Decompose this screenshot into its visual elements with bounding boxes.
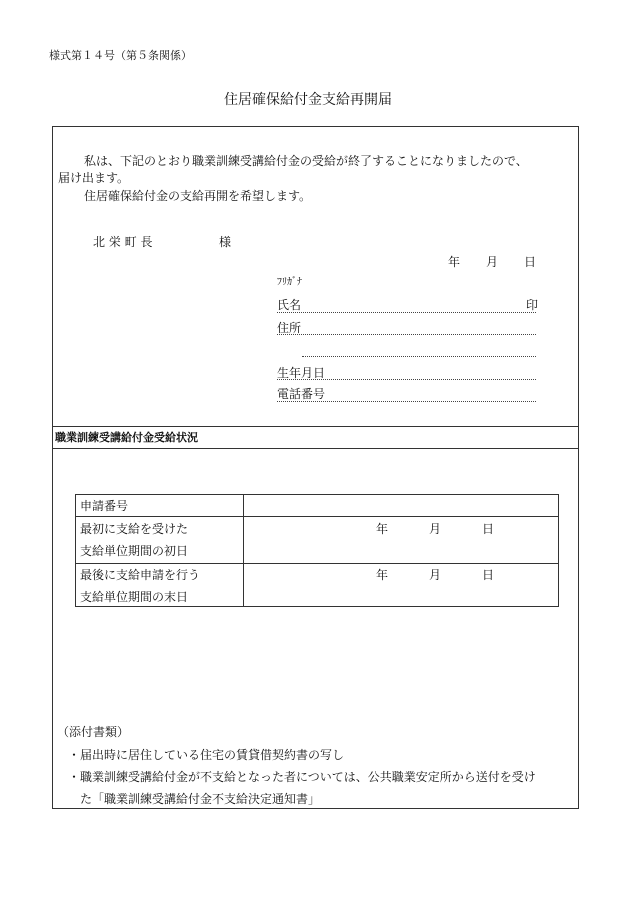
attachment-item-1: ・届出時に居住している住宅の賃貸借契約書の写し <box>68 748 345 762</box>
table-row-first-payment-label-2: 支給単位期間の初日 <box>80 544 189 558</box>
form-frame <box>52 126 579 809</box>
application-number-field[interactable] <box>250 498 550 512</box>
attachment-item-2-line-2: た「職業訓練受講給付金不支給決定通知書」 <box>80 792 321 806</box>
table-row-divider-2 <box>75 563 559 564</box>
addressee-honorific: 様 <box>219 235 232 249</box>
date-day-label: 日 <box>524 255 537 269</box>
section-divider-top <box>52 426 579 427</box>
date-month-label: 月 <box>486 255 499 269</box>
table-row-first-payment-label-1: 最初に支給を受けた <box>80 522 189 536</box>
first-payment-month-label: 月 <box>429 522 442 536</box>
address-label: 住所 <box>277 321 302 335</box>
table-row-last-application-label-1: 最後に支給申請を行う <box>80 568 201 582</box>
first-payment-day-label: 日 <box>482 522 495 536</box>
statement-line-3: 住居確保給付金の支給再開を希望します。 <box>84 189 312 203</box>
table-row-application-number-label: 申請番号 <box>80 499 129 513</box>
address-field[interactable] <box>277 334 536 335</box>
address-field-line-2[interactable] <box>302 356 536 357</box>
table-column-divider <box>243 494 244 607</box>
section-heading: 職業訓練受講給付金受給状況 <box>55 431 198 444</box>
phone-label: 電話番号 <box>277 387 326 401</box>
table-row-divider-1 <box>75 516 559 517</box>
date-year-label: 年 <box>448 255 461 269</box>
phone-field[interactable] <box>277 401 536 402</box>
last-application-year-label: 年 <box>376 568 389 582</box>
table-row-last-application-label-2: 支給単位期間の末日 <box>80 590 189 604</box>
first-payment-year-label: 年 <box>376 522 389 536</box>
furigana-label: ﾌﾘｶﾞﾅ <box>277 277 302 288</box>
birthdate-label: 生年月日 <box>277 366 326 380</box>
attachments-heading: （添付書類） <box>57 725 130 739</box>
last-application-day-label: 日 <box>482 568 495 582</box>
name-field[interactable] <box>277 312 536 313</box>
birthdate-field[interactable] <box>277 379 536 380</box>
document-title: 住居確保給付金支給再開届 <box>224 92 392 108</box>
form-number: 様式第１４号（第５条関係） <box>49 49 192 62</box>
attachment-item-2-line-1: ・職業訓練受講給付金が不支給となった者については、公共職業安定所から送付を受け <box>68 770 536 784</box>
section-divider-bottom <box>52 448 579 449</box>
addressee-name: 北 栄 町 長 <box>93 235 153 249</box>
last-application-month-label: 月 <box>429 568 442 582</box>
seal-label: 印 <box>526 298 539 312</box>
name-label: 氏名 <box>277 298 302 312</box>
statement-line-2: 届け出ます。 <box>58 171 130 185</box>
statement-line-1: 私は、下記のとおり職業訓練受講給付金の受給が終了することになりましたので、 <box>84 154 528 168</box>
